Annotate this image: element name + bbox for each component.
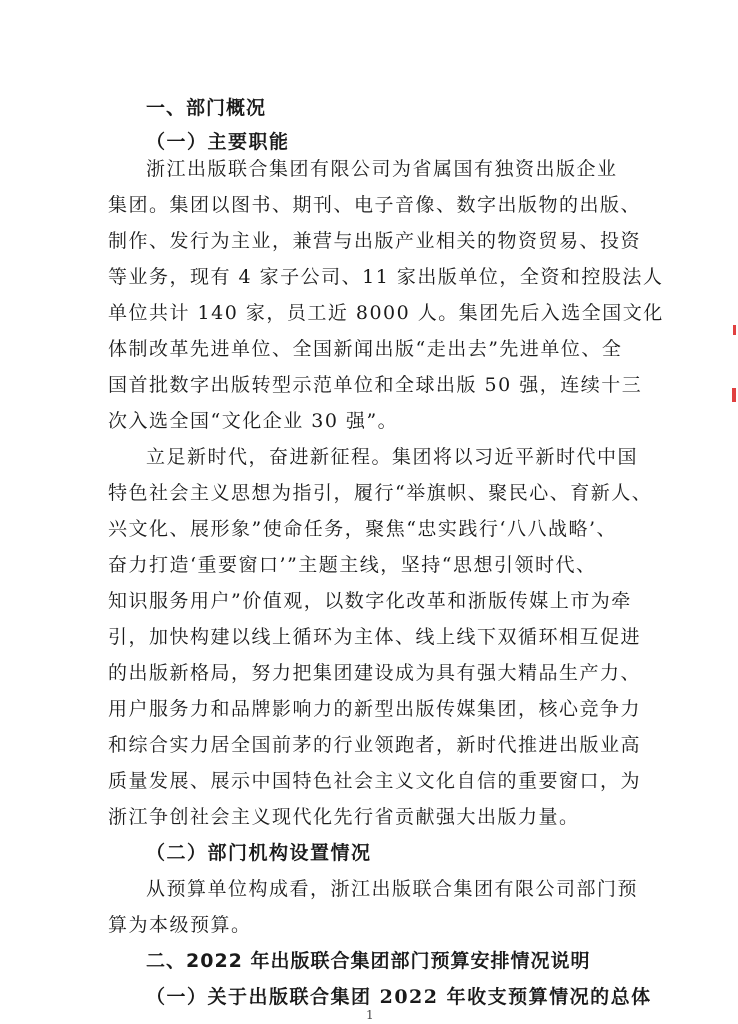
paragraph-line: 奋力打造‘重要窗口’”主题主线，坚持“思想引领时代、 — [108, 554, 597, 576]
page-number: 1 — [366, 1008, 374, 1022]
paragraph-line: 算为本级预算。 — [108, 914, 252, 936]
subheading-budget-overview: （一）关于出版联合集团 2022 年收支预算情况的总体 — [146, 986, 652, 1008]
paragraph-line: 特色社会主义思想为指引，履行“举旗帜、聚民心、育新人、 — [108, 482, 653, 504]
paragraph-line: 次入选全国“文化企业 30 强”。 — [108, 410, 399, 432]
paragraph-line: 兴文化、展形象”使命任务，聚焦“忠实践行‘八八战略’、 — [108, 518, 618, 540]
paragraph-line: 制作、发行为主业，兼营与出版产业相关的物资贸易、投资 — [108, 230, 642, 252]
paragraph-line: 的出版新格局，努力把集团建设成为具有强大精品生产力、 — [108, 662, 642, 684]
paragraph-line: 用户服务力和品牌影响力的新型出版传媒集团，核心竞争力 — [108, 698, 642, 720]
paragraph-line: 引，加快构建以线上循环为主体、线上线下双循环相互促进 — [108, 626, 642, 648]
section-heading-overview: 一、部门概况 — [146, 97, 267, 119]
paragraph-line: 浙江争创社会主义现代化先行省贡献强大出版力量。 — [108, 806, 580, 828]
paragraph-line: 浙江出版联合集团有限公司为省属国有独资出版企业 — [146, 158, 618, 180]
paragraph-line: 集团。集团以图书、期刊、电子音像、数字出版物的出版、 — [108, 194, 642, 216]
paragraph-line: 体制改革先进单位、全国新闻出版“走出去”先进单位、全 — [108, 338, 623, 360]
subheading-main-functions: （一）主要职能 — [146, 131, 290, 153]
section-heading-budget: 二、2022 年出版联合集团部门预算安排情况说明 — [146, 950, 591, 972]
subheading-org-structure: （二）部门机构设置情况 — [146, 842, 372, 864]
paragraph-line: 质量发展、展示中国特色社会主义文化自信的重要窗口，为 — [108, 770, 642, 792]
paragraph-line: 从预算单位构成看，浙江出版联合集团有限公司部门预 — [146, 878, 639, 900]
paragraph-line: 和综合实力居全国前茅的行业领跑者，新时代推进出版业高 — [108, 734, 642, 756]
paragraph-line: 单位共计 140 家，员工近 8000 人。集团先后入选全国文化 — [108, 302, 664, 324]
paragraph-line: 立足新时代，奋进新征程。集团将以习近平新时代中国 — [146, 446, 639, 468]
paragraph-line: 知识服务用户”价值观，以数字化改革和浙版传媒上市为牵 — [108, 590, 632, 612]
paragraph-line: 等业务，现有 4 家子公司、11 家出版单位，全资和控股法人 — [108, 266, 664, 288]
paragraph-line: 国首批数字出版转型示范单位和全球出版 50 强，连续十三 — [108, 374, 643, 396]
margin-mark — [733, 325, 736, 335]
margin-mark — [732, 388, 736, 402]
